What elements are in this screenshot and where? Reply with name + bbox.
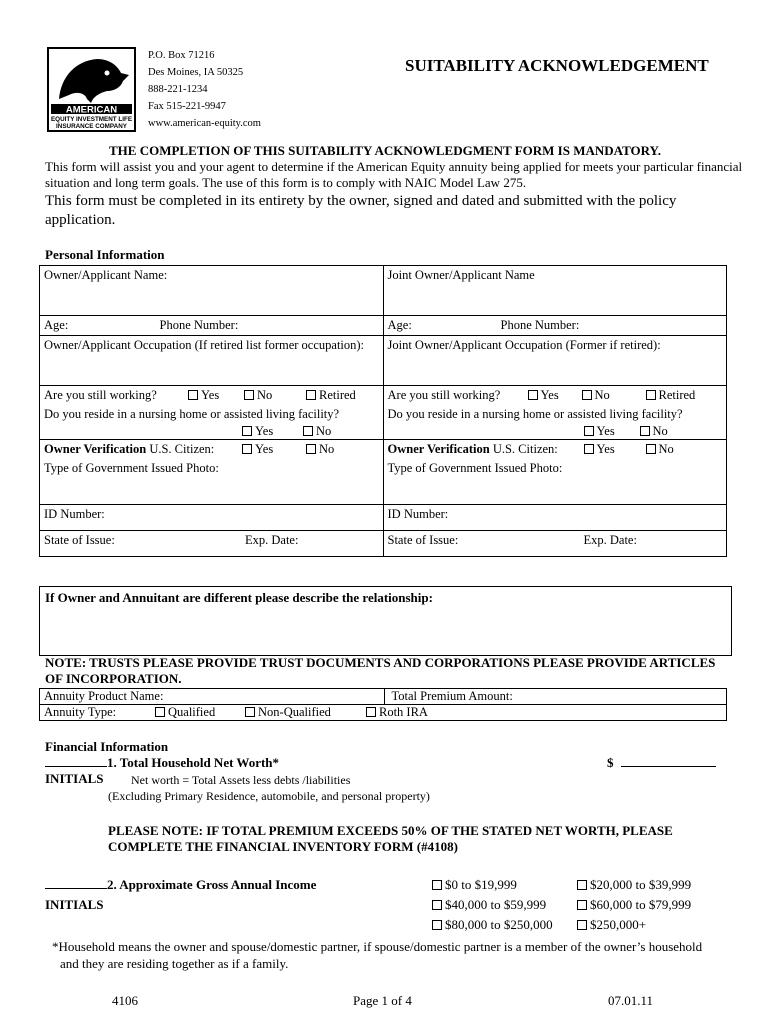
- form-number: 4106: [112, 993, 138, 1008]
- non-qualified-option[interactable]: [245, 705, 331, 720]
- field-label: Type of Government Issued Photo:: [44, 460, 219, 475]
- checkbox[interactable]: [646, 390, 656, 400]
- field-label: Type of Government Issued Photo:: [387, 460, 563, 475]
- option-label: Yes: [540, 388, 559, 402]
- owner-citizen-yes[interactable]: [242, 442, 273, 457]
- item-label: 2. Approximate Gross Annual Income: [107, 877, 317, 892]
- option-label: Yes: [255, 424, 274, 438]
- page-number: Page 1 of 4: [353, 993, 412, 1008]
- owner-occupation-field[interactable]: [40, 336, 384, 386]
- initials-blank[interactable]: [45, 888, 107, 889]
- personal-info-heading: Personal Information: [45, 247, 165, 262]
- checkbox[interactable]: [244, 390, 254, 400]
- field-label: Annuity Type:: [44, 705, 117, 719]
- owner-name-field[interactable]: [40, 266, 384, 316]
- income-option-2[interactable]: [577, 877, 691, 893]
- option-label: $0 to $19,999: [445, 877, 517, 892]
- total-premium-field[interactable]: [385, 689, 727, 705]
- owner-age-phone-field[interactable]: [40, 316, 384, 336]
- joint-age-phone-field[interactable]: [383, 316, 727, 336]
- owner-working-row: [40, 386, 384, 406]
- option-label: $40,000 to $59,999: [445, 897, 547, 912]
- annuity-table: [39, 688, 727, 721]
- field-label: ID Number:: [387, 507, 449, 521]
- joint-name-field[interactable]: [383, 266, 727, 316]
- option-label: No: [316, 424, 332, 438]
- qualified-option[interactable]: [155, 705, 215, 720]
- net-worth-item: [45, 755, 279, 771]
- joint-nursing-row: [383, 405, 727, 439]
- owner-nursing-row: [40, 405, 384, 439]
- owner-verification-row: [40, 439, 384, 459]
- company-logo: [47, 47, 136, 132]
- trust-note: NOTE: TRUSTS PLEASE PROVIDE TRUST DOCUMENTS AND CORPORATIONS PLEASE PROVIDE ARTICLES OF INCORPORATION.: [45, 655, 716, 686]
- joint-occupation-field[interactable]: [383, 336, 727, 386]
- option-label: Non-Qualified: [258, 705, 331, 719]
- dollar-sign: $: [607, 755, 614, 770]
- option-label: Yes: [596, 441, 615, 456]
- annuity-type-row: [40, 705, 727, 721]
- income-option-6[interactable]: [577, 917, 646, 933]
- checkbox[interactable]: [577, 920, 587, 930]
- joint-verification-row: [383, 439, 727, 459]
- owner-state-issue-field[interactable]: [40, 531, 384, 557]
- logo-line-2: EQUITY INVESTMENT LIFE: [50, 116, 133, 123]
- field-label: Owner/Applicant Name:: [44, 268, 168, 282]
- initials-label: INITIALS: [45, 771, 104, 786]
- company-address: [148, 47, 261, 132]
- income-option-5[interactable]: [432, 917, 553, 933]
- checkbox[interactable]: [188, 390, 198, 400]
- option-label: $20,000 to $39,999: [590, 877, 692, 892]
- checkbox[interactable]: [303, 426, 313, 436]
- checkbox[interactable]: [366, 707, 376, 717]
- owner-nursing-yes[interactable]: [242, 424, 273, 439]
- field-label: Owner Verification: [387, 441, 490, 456]
- logo-line-3: INSURANCE COMPANY: [56, 123, 127, 130]
- net-worth-amount: [607, 755, 716, 771]
- checkbox[interactable]: [577, 880, 587, 890]
- field-label: Owner Verification: [44, 441, 147, 456]
- initials-blank[interactable]: [45, 766, 107, 767]
- product-name-field[interactable]: [40, 689, 385, 705]
- phone-line: 888-221-1234: [148, 84, 208, 95]
- logo-word: AMERICAN: [65, 104, 118, 116]
- owner-working-retired[interactable]: [306, 388, 356, 403]
- option-label: No: [319, 441, 335, 456]
- field-label: Exp. Date:: [245, 533, 299, 547]
- intro-instruction: This form must be completed in its entirety by the owner, signed and dated and submitted with the policy application.: [45, 193, 677, 228]
- checkbox[interactable]: [245, 707, 255, 717]
- field-label: State of Issue:: [387, 533, 459, 547]
- mandatory-notice: THE COMPLETION OF THIS SUITABILITY ACKNOWLEDGMENT FORM IS MANDATORY.: [108, 143, 661, 158]
- field-label: Annuity Product Name:: [44, 689, 164, 703]
- field-label: Are you still working?: [387, 388, 501, 402]
- field-label: Total Premium Amount:: [391, 689, 513, 703]
- address-line: Des Moines, IA 50325: [148, 67, 244, 78]
- option-label: Yes: [201, 388, 220, 402]
- roth-ira-option[interactable]: [366, 705, 428, 720]
- checkbox[interactable]: [306, 390, 316, 400]
- field-label: Age:: [387, 318, 412, 332]
- checkbox[interactable]: [577, 900, 587, 910]
- checkbox[interactable]: [242, 444, 252, 454]
- owner-working-yes[interactable]: [188, 388, 219, 403]
- joint-working-no[interactable]: [582, 388, 610, 403]
- joint-working-row: [383, 386, 727, 406]
- field-label: ID Number:: [44, 507, 105, 521]
- field-label: Phone Number:: [500, 318, 580, 332]
- income-option-1[interactable]: [432, 877, 517, 893]
- form-date: 07.01.11: [608, 993, 654, 1008]
- checkbox[interactable]: [242, 426, 252, 436]
- owner-gov-photo-field[interactable]: [40, 459, 384, 505]
- owner-citizen-no[interactable]: [306, 442, 334, 457]
- field-label: Joint Owner/Applicant Name: [387, 268, 535, 282]
- owner-working-no[interactable]: [244, 388, 272, 403]
- option-label: No: [652, 424, 668, 438]
- joint-id-number-field[interactable]: [383, 505, 727, 531]
- checkbox[interactable]: [584, 426, 594, 436]
- joint-nursing-no[interactable]: [640, 424, 668, 439]
- income-option-4[interactable]: [577, 897, 691, 913]
- option-label: Qualified: [168, 705, 216, 719]
- field-label: Phone Number:: [159, 318, 239, 332]
- option-label: Retired: [319, 388, 356, 402]
- joint-gov-photo-field[interactable]: [383, 459, 727, 505]
- joint-working-yes[interactable]: [528, 388, 559, 403]
- option-label: No: [257, 388, 273, 402]
- checkbox[interactable]: [528, 390, 538, 400]
- field-label: U.S. Citizen:: [492, 441, 558, 456]
- option-label: Yes: [596, 424, 615, 438]
- option-label: $250,000+: [590, 917, 647, 932]
- checkbox[interactable]: [432, 900, 442, 910]
- checkbox[interactable]: [646, 444, 656, 454]
- option-label: Yes: [255, 441, 274, 456]
- field-label: Exp. Date:: [583, 533, 637, 547]
- option-label: $60,000 to $79,999: [590, 897, 692, 912]
- intro-text: This form will assist you and your agent to determine if the American Equity annuity being applied for meets your particular financial situation and long term goals. The use of this form is to comply with NAIC Model Law 275.: [45, 159, 743, 190]
- field-label: Owner/Applicant Occupation (If retired list former occupation):: [44, 338, 365, 352]
- income-option-3[interactable]: [432, 897, 546, 913]
- premium-warning: PLEASE NOTE: IF TOTAL PREMIUM EXCEEDS 50% OF THE STATED NET WORTH, PLEASE COMPLETE THE FINANCIAL INVENTORY FORM (#4108): [108, 823, 673, 854]
- field-label: Age:: [44, 318, 69, 332]
- initials-label: INITIALS: [45, 897, 104, 912]
- option-label: No: [594, 388, 610, 402]
- field-label: U.S. Citizen:: [149, 441, 215, 456]
- owner-id-number-field[interactable]: [40, 505, 384, 531]
- field-label: Are you still working?: [44, 388, 157, 402]
- checkbox[interactable]: [432, 880, 442, 890]
- joint-working-retired[interactable]: [646, 388, 696, 403]
- checkbox[interactable]: [155, 707, 165, 717]
- field-label: Joint Owner/Applicant Occupation (Former if retired):: [387, 338, 661, 352]
- personal-info-table: [39, 265, 727, 557]
- joint-state-issue-field[interactable]: [383, 531, 727, 557]
- owner-nursing-no[interactable]: [303, 424, 331, 439]
- fax-line: Fax 515-221-9947: [148, 101, 226, 112]
- checkbox[interactable]: [584, 444, 594, 454]
- income-item: [45, 877, 316, 893]
- checkbox[interactable]: [432, 920, 442, 930]
- net-worth-definition: Net worth = Total Assets less debts /liabilities: [131, 773, 351, 787]
- net-worth-input[interactable]: [621, 766, 716, 767]
- checkbox[interactable]: [306, 444, 316, 454]
- relationship-label: If Owner and Annuitant are different please describe the relationship:: [45, 590, 433, 605]
- field-label: Do you reside in a nursing home or assisted living facility?: [44, 407, 340, 421]
- item-label: 1. Total Household Net Worth*: [107, 755, 280, 770]
- joint-nursing-yes[interactable]: [584, 424, 615, 439]
- field-label: State of Issue:: [44, 533, 115, 547]
- option-label: $80,000 to $250,000: [445, 917, 553, 932]
- option-label: Retired: [658, 388, 696, 402]
- joint-citizen-no[interactable]: [646, 442, 674, 457]
- checkbox[interactable]: [640, 426, 650, 436]
- joint-citizen-yes[interactable]: [584, 442, 615, 457]
- household-footnote: *Household means the owner and spouse/domestic partner, if spouse/domestic partner is a member of the owner’s household and they are residing together as if a family.: [52, 939, 703, 971]
- field-label: Do you reside in a nursing home or assisted living facility?: [387, 407, 683, 421]
- option-label: No: [658, 441, 674, 456]
- net-worth-exclusion: (Excluding Primary Residence, automobile, and personal property): [108, 789, 430, 803]
- option-label: Roth IRA: [379, 705, 428, 719]
- form-title: SUITABILITY ACKNOWLEDGEMENT: [405, 56, 709, 75]
- checkbox[interactable]: [582, 390, 592, 400]
- address-line: P.O. Box 71216: [148, 50, 215, 61]
- financial-info-heading: Financial Information: [45, 739, 169, 754]
- website-link[interactable]: www.american-equity.com: [148, 118, 261, 129]
